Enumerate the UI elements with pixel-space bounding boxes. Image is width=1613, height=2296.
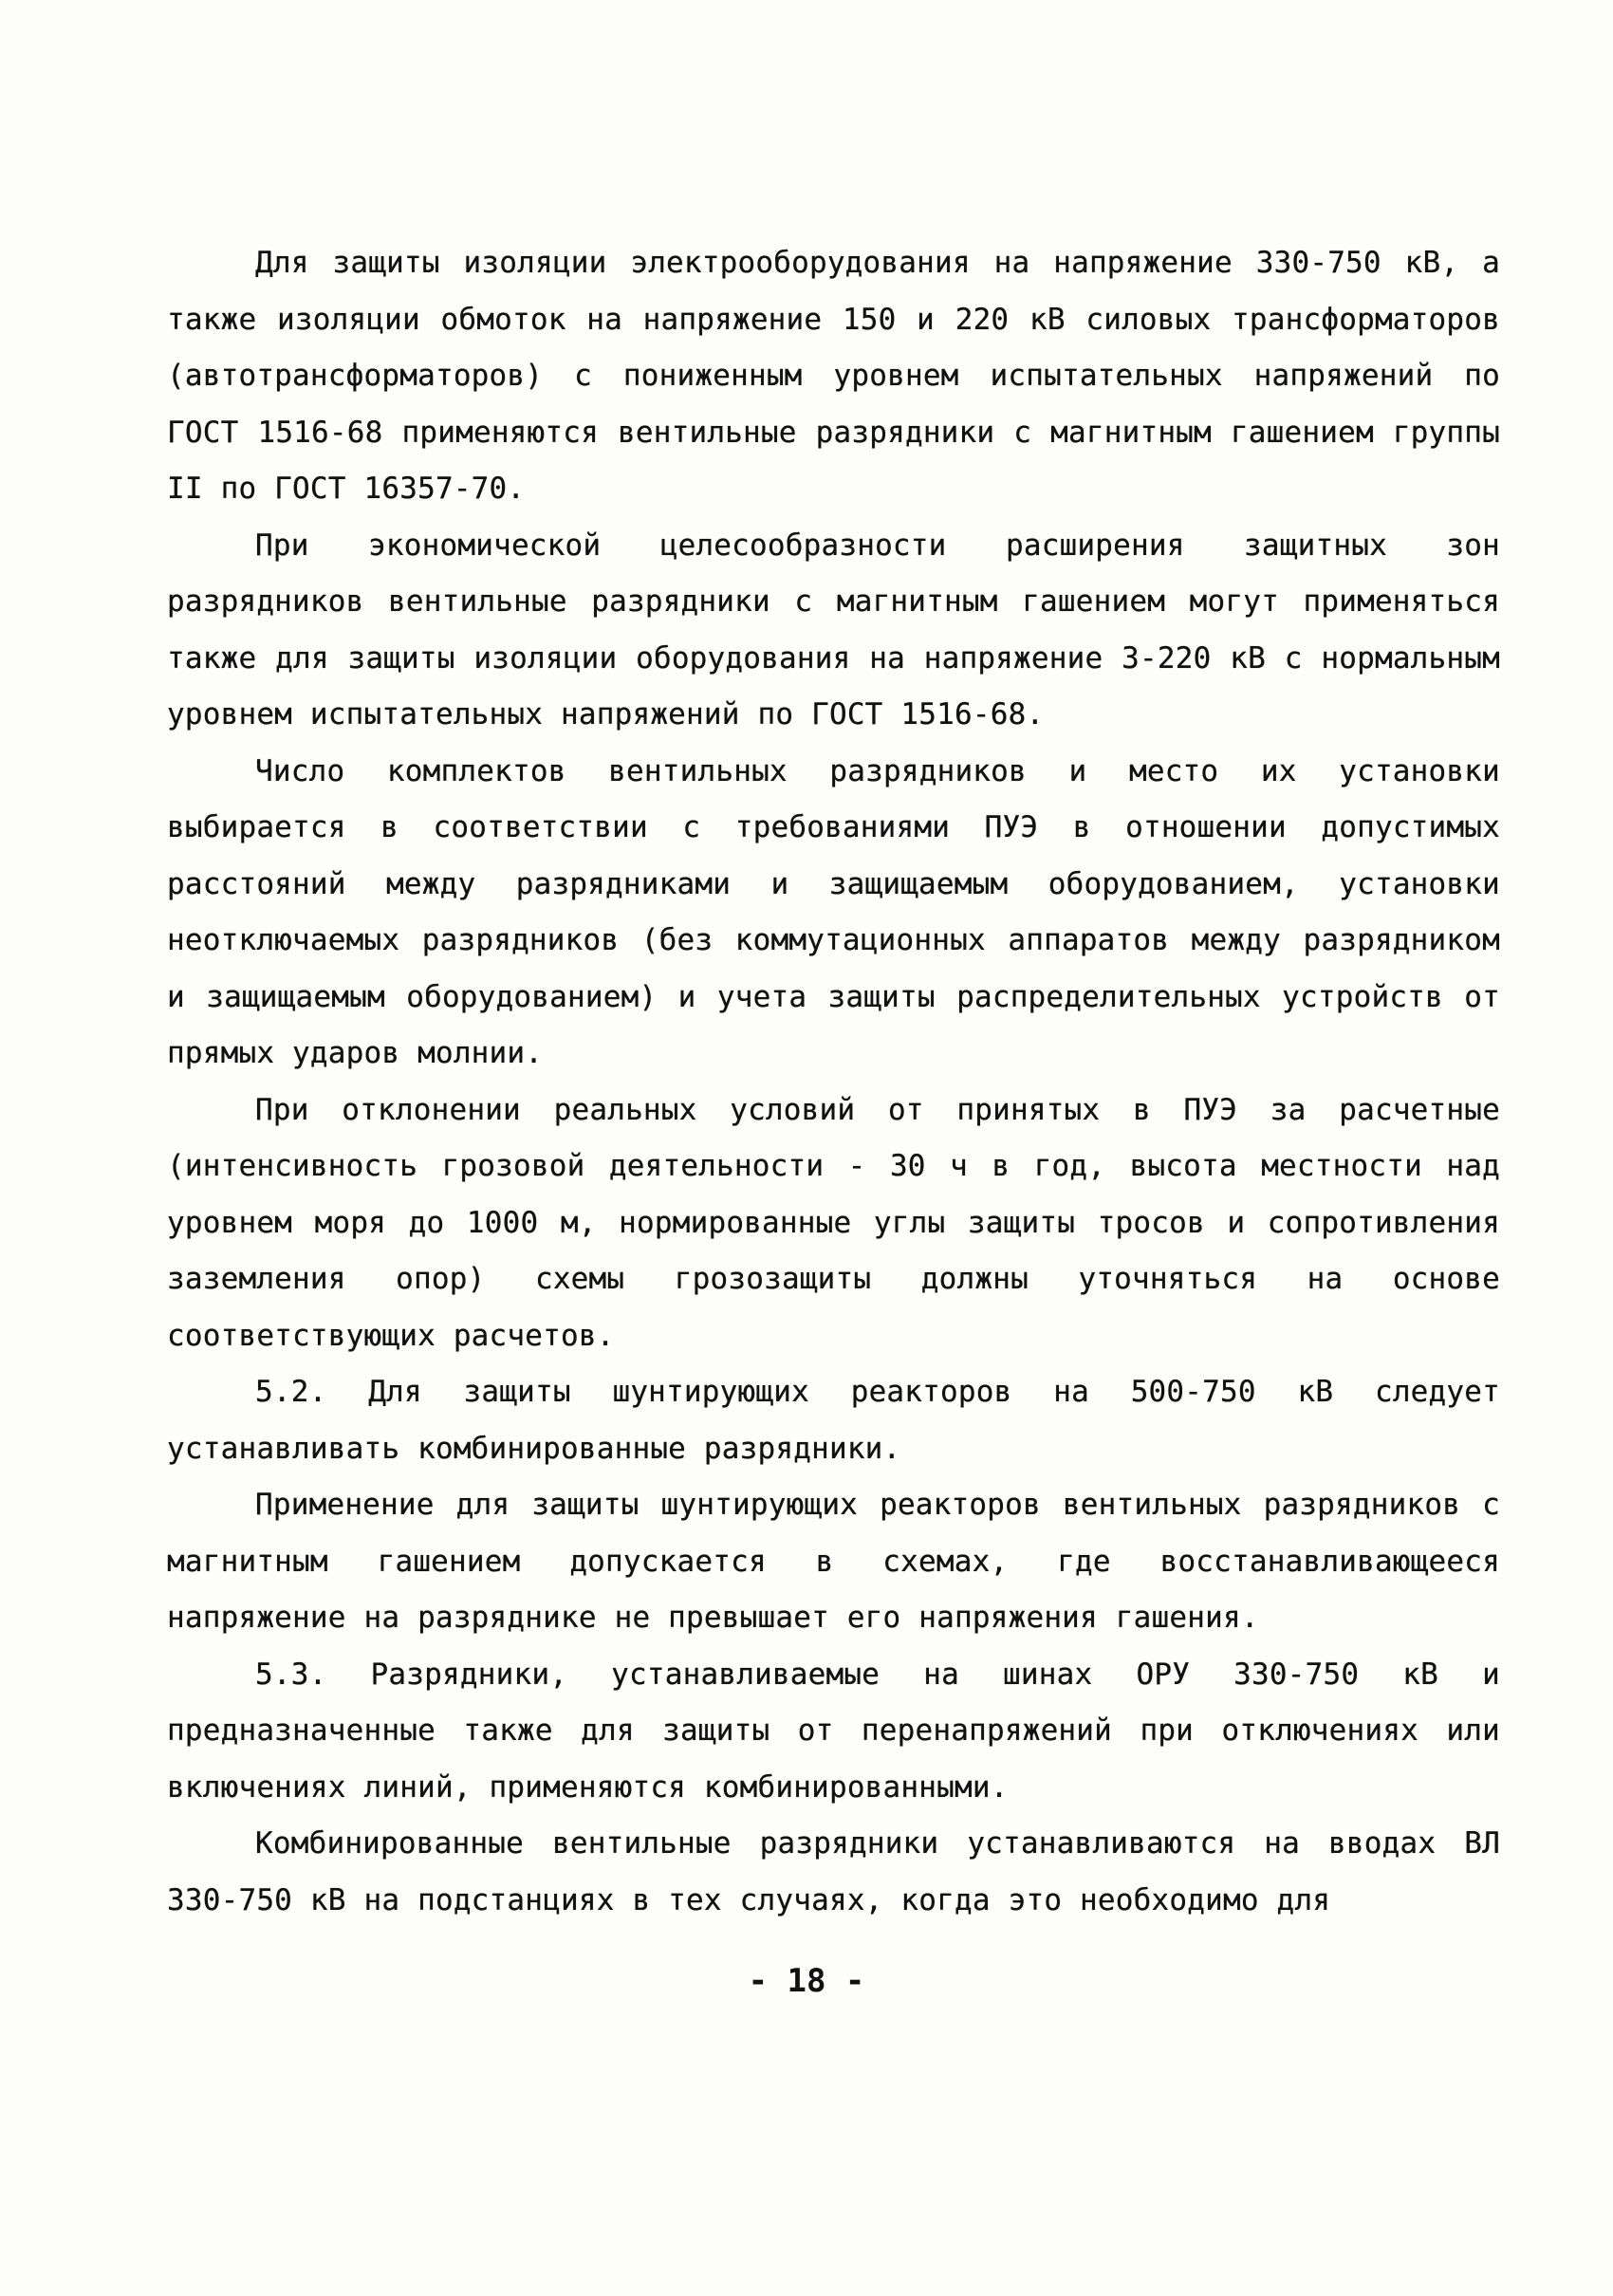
paragraph-shunt-reactors: Применение для защиты шунтирующих реакторов вентильных разрядников с магнитным гашением допускается в схемах, где восстанавливающееся напряжение на разряднике не превышает его напряжения гашения.: [167, 1488, 1500, 1635]
paragraph-economic-expediency: При экономической целесообразности расширения защитных зон разрядников вентильные разрядники с магнитным гашением могут применяться также для защиты изоляции оборудования на напряжение 3-220 кВ с нормальным уровнем испытательных напряжений по ГОСТ 1516-68.: [167, 528, 1500, 731]
page-number: - 18 -: [748, 1962, 865, 2000]
paragraph-combined-arresters: Комбинированные вентильные разрядники устанавливаются на вводах ВЛ 330-750 кВ на подстанциях в тех случаях, когда это необходимо для: [167, 1826, 1500, 1917]
paragraph-section-5-3: 5.3. Разрядники, устанавливаемые на шинах ОРУ 330-750 кВ и предназначенные также для защиты от перенапряжений при отключениях или включениях линий, применяются комбинированными.: [167, 1657, 1500, 1805]
paragraph-section-5-2: 5.2. Для защиты шунтирующих реакторов на 500-750 кВ следует устанавливать комбинированные разрядники.: [167, 1375, 1500, 1466]
paragraph-magnetic-arresters: Для защиты изоляции электрооборудования на напряжение 330-750 кВ, а также изоляции обмоток на напряжение 150 и 220 кВ силовых трансформаторов (автотрансформаторов) с пониженным уровнем испытательных напряжений по ГОСТ 1516-68 применяются вентильные разрядники с магнитным гашением группы II по ГОСТ 16357-70.: [167, 246, 1500, 506]
paragraph-number-of-sets: Число комплектов вентильных разрядников и место их установки выбирается в соответствии с требованиями ПУЭ в отношении допустимых расстояний между разрядниками и защищаемым оборудованием, установки неотключаемых разрядников (без коммутационных аппаратов между разрядником и защищаемым оборудованием) и учета защиты распределительных устройств от прямых ударов молнии.: [167, 753, 1500, 1070]
body-text: [167, 235, 1500, 1929]
paragraph-deviation-conditions: При отклонении реальных условий от принятых в ПУЭ за расчетные (интенсивность грозовой деятельности - 30 ч в год, высота местности над уровнем моря до 1000 м, нормированные углы защиты тросов и сопротивления заземления опор) схемы грозозащиты должны уточняться на основе соответствующих расчетов.: [167, 1092, 1500, 1353]
